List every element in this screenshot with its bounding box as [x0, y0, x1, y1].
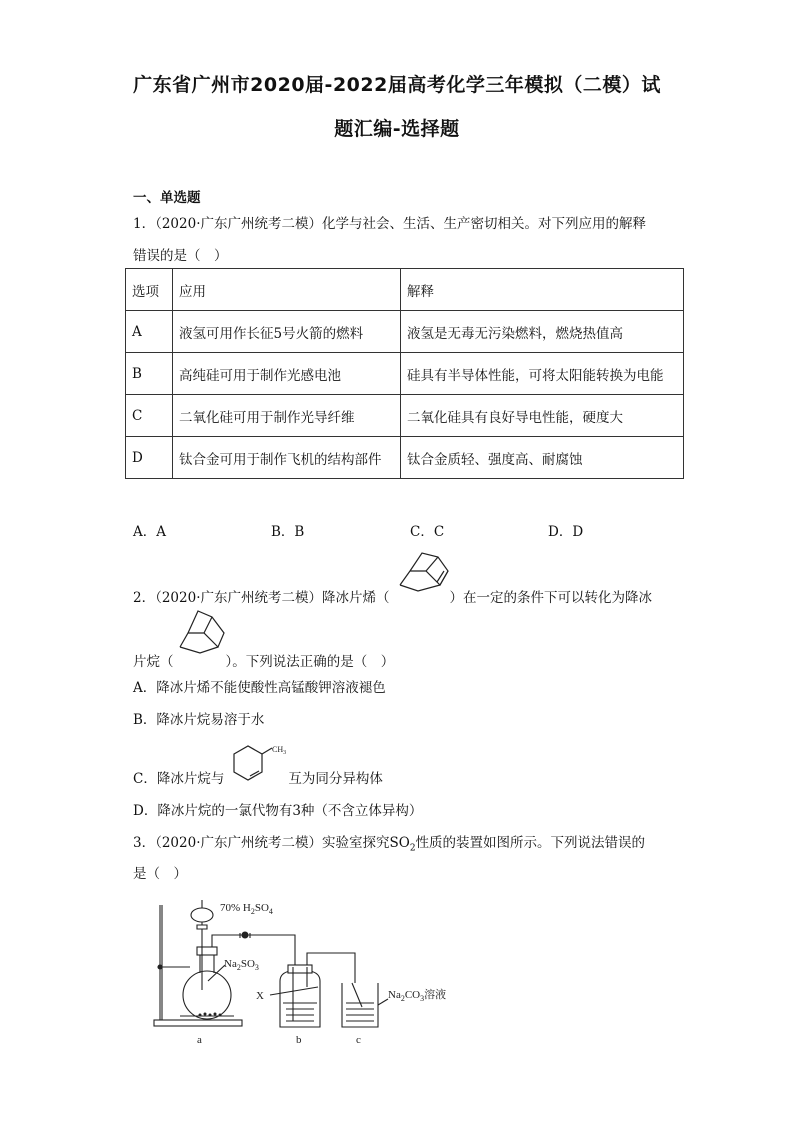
table-header: 应用: [173, 269, 401, 311]
q1-option-d[interactable]: D．D: [548, 524, 584, 540]
q1-table: [125, 268, 684, 479]
table-cell: 硅具有半导体性能，可将太阳能转换为电能: [401, 353, 684, 395]
page-title-line1: 广东省广州市2020届-2022届高考化学三年模拟（二模）试: [133, 74, 661, 96]
q3-stem-b: 性质的装置如图所示。下列说法错误的: [415, 835, 646, 851]
table-row: [126, 311, 684, 353]
ch3-label: $CH_3$: [272, 745, 287, 756]
q2-option-c-a: C．降冰片烷与: [133, 771, 225, 787]
q1-stem-line2: 错误的是（ ）: [133, 248, 228, 264]
q3-stem-line1: [133, 831, 645, 854]
q1-option-b[interactable]: B．B: [271, 524, 305, 540]
q3-stem-a: 3．（2020·广东广州统考二模）实验室探究SO: [133, 835, 410, 851]
label-c: c: [356, 1034, 361, 1046]
table-header: 选项: [126, 269, 173, 311]
na2co3-label: $Na_2CO_3$溶液: [388, 989, 447, 1003]
table-cell: 钛合金质轻、强度高、耐腐蚀: [401, 437, 684, 479]
table-row: [126, 353, 684, 395]
table-cell: 液氢是无毒无污染燃料，燃烧热值高: [401, 311, 684, 353]
table-cell: 二氧化硅可用于制作光导纤维: [173, 395, 401, 437]
table-cell: 二氧化硅具有良好导电性能，硬度大: [401, 395, 684, 437]
table-cell: A: [126, 311, 173, 353]
q1-option-c[interactable]: C．C: [410, 524, 445, 540]
table-header: 解释: [401, 269, 684, 311]
q1-option-a[interactable]: A．A: [133, 524, 166, 540]
q2-option-b[interactable]: B．降冰片烷易溶于水: [133, 712, 265, 728]
table-cell: 液氢可用作长征5号火箭的燃料: [173, 311, 401, 353]
q3-stem-sub: 2: [409, 843, 416, 854]
q2-stem-c: 片烷（: [133, 654, 174, 670]
table-row: [126, 395, 684, 437]
norbornane-structure-icon: [176, 607, 226, 657]
table-cell: D: [126, 437, 173, 479]
q2-stem-line2: [133, 650, 394, 670]
table-cell: 高纯硅可用于制作光感电池: [173, 353, 401, 395]
q2-stem-line1: [133, 586, 652, 606]
q3-stem-line2: 是（ ）: [133, 866, 187, 882]
q2-stem-b: ）在一定的条件下可以转化为降冰: [449, 590, 652, 606]
label-a: a: [197, 1034, 202, 1046]
q2-option-a[interactable]: A．降冰片烯不能使酸性高锰酸钾溶液褪色: [133, 680, 386, 696]
x-label: X: [256, 990, 264, 1002]
label-b: b: [296, 1034, 302, 1046]
q3-apparatus-figure: [150, 895, 470, 1050]
methylcyclohexene-structure-icon: [226, 742, 290, 788]
q2-option-d[interactable]: D．降冰片烷的一氯代物有3种（不含立体异构）: [133, 803, 423, 819]
table-header-row: [126, 269, 684, 311]
norbornene-structure-icon: [396, 551, 454, 591]
table-cell: B: [126, 353, 173, 395]
table-cell: C: [126, 395, 173, 437]
page-title-line2: 题汇编-选择题: [334, 118, 460, 140]
acid-label: 70% $H_2SO_4$: [220, 902, 273, 916]
section-heading: 一、单选题: [133, 190, 201, 206]
q2-stem-a: 2．（2020·广东广州统考二模）降冰片烯（: [133, 590, 390, 606]
q2-stem-d: ）。下列说法正确的是（ ）: [225, 654, 395, 670]
q1-stem-line1: 1．（2020·广东广州统考二模）化学与社会、生活、生产密切相关。对下列应用的解释: [133, 216, 646, 232]
table-cell: 钛合金可用于制作飞机的结构部件: [173, 437, 401, 479]
na2so3-label: $Na_2SO_3$: [224, 958, 259, 972]
q2-option-c-b: 互为同分异构体: [288, 771, 383, 787]
table-row: [126, 437, 684, 479]
